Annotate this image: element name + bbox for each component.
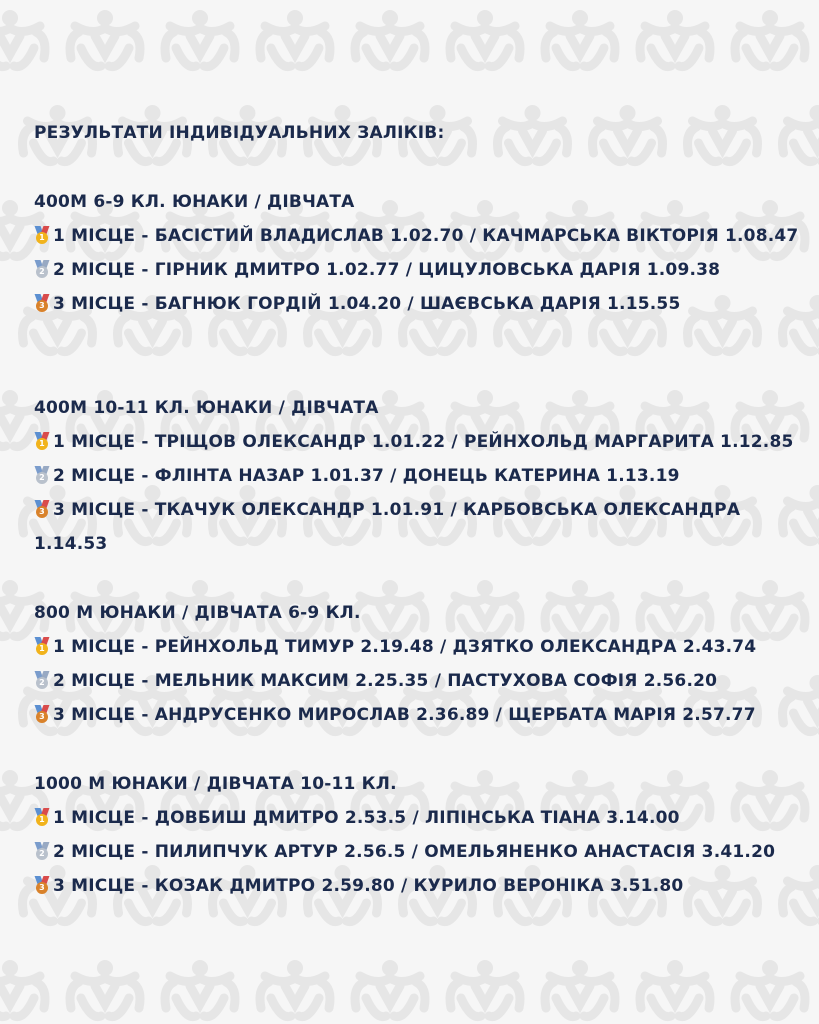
result-text: 1 МІСЦЕ - ТРІЩОВ ОЛЕКСАНДР 1.01.22 / РЕЙНХОЛЬД МАРГАРИТА 1.12.85 [53, 432, 794, 452]
pattern-motif [688, 105, 758, 162]
gold-medal-icon: 1 [34, 637, 50, 655]
result-text: 2 МІСЦЕ - МЕЛЬНИК МАКСИМ 2.25.35 / ПАСТУХОВА СОФІЯ 2.56.20 [53, 671, 718, 691]
section-400m-10-11 [34, 391, 804, 561]
result-line [34, 630, 804, 664]
pattern-motif [70, 10, 140, 67]
result-line [34, 287, 804, 321]
section-heading: 1000 М ЮНАКИ / ДІВЧАТА 10-11 КЛ. [34, 774, 397, 794]
pattern-motif [545, 10, 615, 67]
result-text: 3 МІСЦЕ - БАГНЮК ГОРДІЙ 1.04.20 / ШАЄВСЬКА ДАРІЯ 1.15.55 [53, 294, 681, 314]
gold-medal-icon: 1 [34, 432, 50, 450]
result-line [34, 459, 804, 493]
pattern-motif [355, 10, 425, 67]
section-heading: 400М 6-9 КЛ. ЮНАКИ / ДІВЧАТА [34, 192, 355, 212]
bronze-medal-icon: 3 [34, 705, 50, 723]
result-line [34, 835, 804, 869]
result-line [34, 493, 804, 561]
pattern-motif [0, 960, 45, 1017]
result-text: 3 МІСЦЕ - КОЗАК ДМИТРО 2.59.80 / КУРИЛО ВЕРОНІКА 3.51.80 [53, 876, 684, 896]
pattern-motif [0, 10, 45, 67]
result-line [34, 425, 804, 459]
pattern-motif [450, 10, 520, 67]
result-text: 3 МІСЦЕ - ТКАЧУК ОЛЕКСАНДР 1.01.91 / КАРБОВСЬКА ОЛЕКСАНДРА 1.14.53 [34, 500, 741, 554]
gold-medal-icon: 1 [34, 808, 50, 826]
result-text: 1 МІСЦЕ - БАСІСТИЙ ВЛАДИСЛАВ 1.02.70 / КАЧМАРСЬКА ВІКТОРІЯ 1.08.47 [53, 226, 799, 246]
section-heading: 400М 10-11 КЛ. ЮНАКИ / ДІВЧАТА [34, 398, 379, 418]
page-title: РЕЗУЛЬТАТИ ІНДИВІДУАЛЬНИХ ЗАЛІКІВ: [34, 123, 445, 143]
bronze-medal-icon: 3 [34, 876, 50, 894]
result-text: 1 МІСЦЕ - РЕЙНХОЛЬД ТИМУР 2.19.48 / ДЗЯТКО ОЛЕКСАНДРА 2.43.74 [53, 637, 757, 657]
pattern-motif [593, 105, 663, 162]
silver-medal-icon: 2 [34, 466, 50, 484]
section-heading: 800 М ЮНАКИ / ДІВЧАТА 6-9 КЛ. [34, 603, 361, 623]
pattern-motif [70, 960, 140, 1017]
section-1000m [34, 767, 804, 903]
pattern-motif [260, 10, 330, 67]
result-text: 2 МІСЦЕ - ГІРНИК ДМИТРО 1.02.77 / ЦИЦУЛОВСЬКА ДАРІЯ 1.09.38 [53, 260, 721, 280]
result-line [34, 869, 804, 903]
silver-medal-icon: 2 [34, 260, 50, 278]
pattern-motif [498, 105, 568, 162]
result-line [34, 219, 804, 253]
pattern-motif [260, 960, 330, 1017]
result-line [34, 698, 804, 732]
section-800m [34, 596, 804, 732]
result-line [34, 664, 804, 698]
pattern-motif [450, 960, 520, 1017]
pattern-motif [165, 10, 235, 67]
result-text: 1 МІСЦЕ - ДОВБИШ ДМИТРО 2.53.5 / ЛІПІНСЬКА ТІАНА 3.14.00 [53, 808, 680, 828]
result-text: 2 МІСЦЕ - ПИЛИПЧУК АРТУР 2.56.5 / ОМЕЛЬЯНЕНКО АНАСТАСІЯ 3.41.20 [53, 842, 776, 862]
pattern-motif [735, 10, 805, 67]
result-text: 3 МІСЦЕ - АНДРУСЕНКО МИРОСЛАВ 2.36.89 / ЩЕРБАТА МАРІЯ 2.57.77 [53, 705, 756, 725]
pattern-motif [783, 105, 819, 162]
result-line [34, 253, 804, 287]
bronze-medal-icon: 3 [34, 500, 50, 518]
pattern-motif [545, 960, 615, 1017]
silver-medal-icon: 2 [34, 842, 50, 860]
pattern-motif [165, 960, 235, 1017]
pattern-motif [640, 960, 710, 1017]
section-400m-6-9 [34, 185, 804, 321]
gold-medal-icon: 1 [34, 226, 50, 244]
result-line [34, 801, 804, 835]
pattern-motif [355, 960, 425, 1017]
bronze-medal-icon: 3 [34, 294, 50, 312]
pattern-motif [735, 960, 805, 1017]
pattern-motif [640, 10, 710, 67]
silver-medal-icon: 2 [34, 671, 50, 689]
result-text: 2 МІСЦЕ - ФЛІНТА НАЗАР 1.01.37 / ДОНЕЦЬ КАТЕРИНА 1.13.19 [53, 466, 680, 486]
